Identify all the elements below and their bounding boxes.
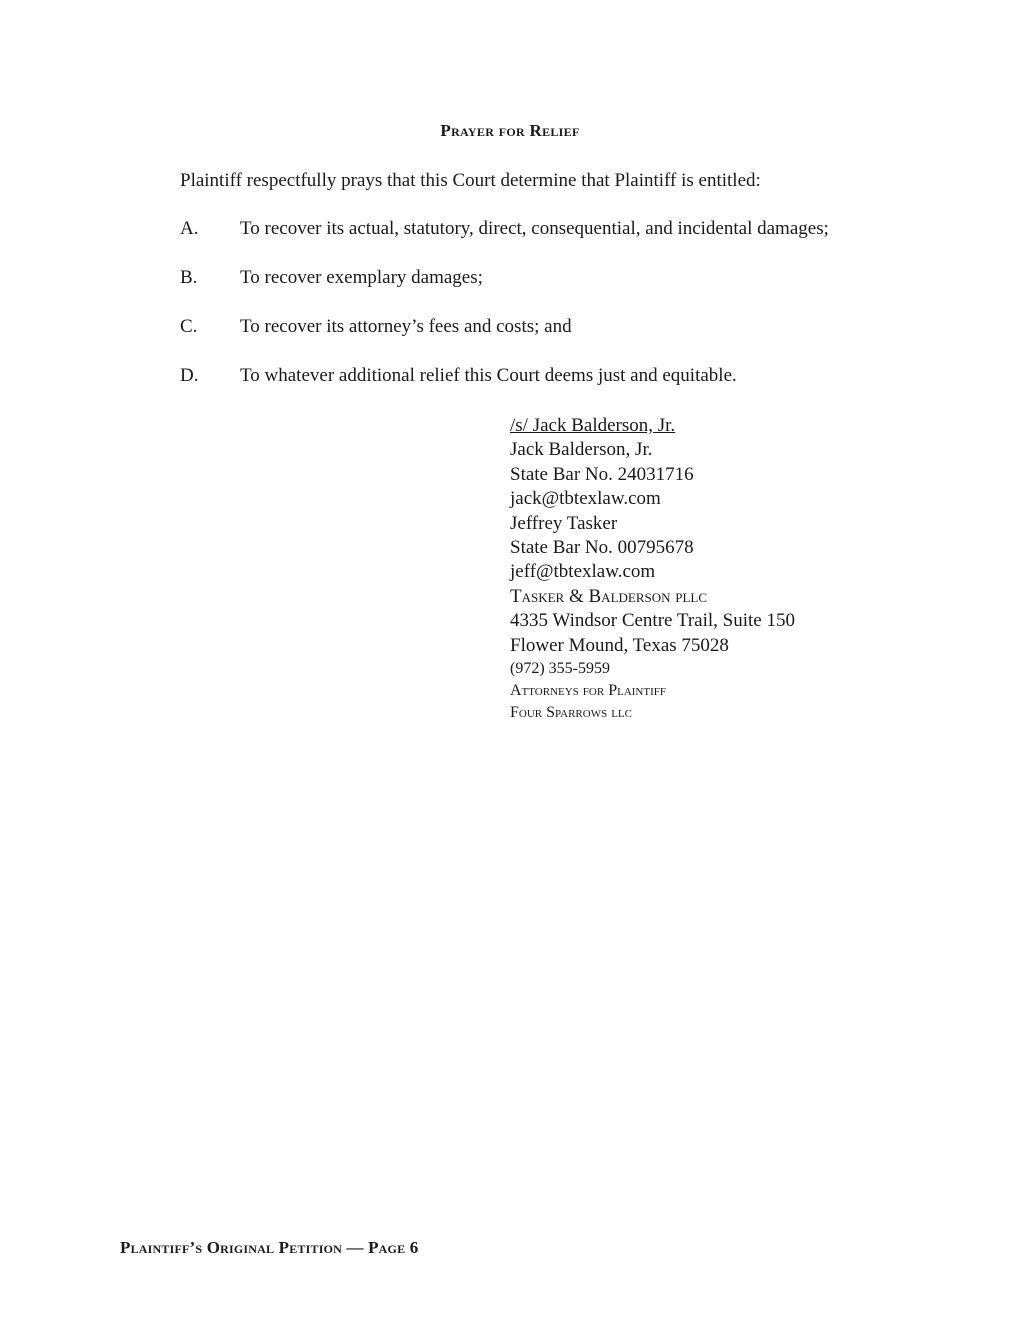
page-footer: Plaintiff’s Original Petition — Page 6	[120, 1238, 419, 1257]
firm-phone: (972) 355-5959	[510, 660, 610, 678]
relief-text: To recover its actual, statutory, direct, consequential, and incidental damages;	[240, 218, 829, 239]
section-heading: Prayer for Relief	[440, 121, 580, 140]
firm-address-line2: Flower Mound, Texas 75028	[510, 634, 729, 656]
relief-list	[180, 218, 829, 414]
attorney-name: Jack Balderson, Jr.	[510, 439, 653, 461]
relief-text: To recover its attorney’s fees and costs; and	[240, 316, 572, 337]
bar-number: State Bar No. 24031716	[510, 463, 694, 485]
signature-block	[510, 414, 795, 724]
attorney-name: Jeffrey Tasker	[510, 512, 618, 534]
relief-text: To recover exemplary damages;	[240, 267, 483, 288]
relief-item-d	[180, 365, 829, 414]
electronic-signature: /s/ Jack Balderson, Jr.	[510, 415, 676, 436]
attorney-email: jeff@tbtexlaw.com	[510, 561, 656, 583]
relief-text: To whatever additional relief this Court deems just and equitable.	[240, 365, 737, 386]
relief-item-b	[180, 267, 829, 316]
relief-letter: C.	[180, 316, 198, 337]
relief-item-c	[180, 316, 829, 365]
firm-address-line1: 4335 Windsor Centre Trail, Suite 150	[510, 610, 795, 632]
relief-letter: B.	[180, 267, 198, 288]
relief-item-a	[180, 218, 829, 267]
attorney-email: jack@tbtexlaw.com	[510, 488, 661, 510]
attorney-role: Attorneys for Plaintiff	[510, 682, 666, 700]
firm-name: Tasker & Balderson pllc	[510, 585, 708, 607]
relief-letter: A.	[180, 218, 199, 239]
intro-paragraph: Plaintiff respectfully prays that this Court determine that Plaintiff is entitled:	[180, 170, 761, 191]
relief-letter: D.	[180, 365, 199, 386]
bar-number: State Bar No. 00795678	[510, 537, 694, 559]
client-name: Four Sparrows llc	[510, 704, 632, 722]
